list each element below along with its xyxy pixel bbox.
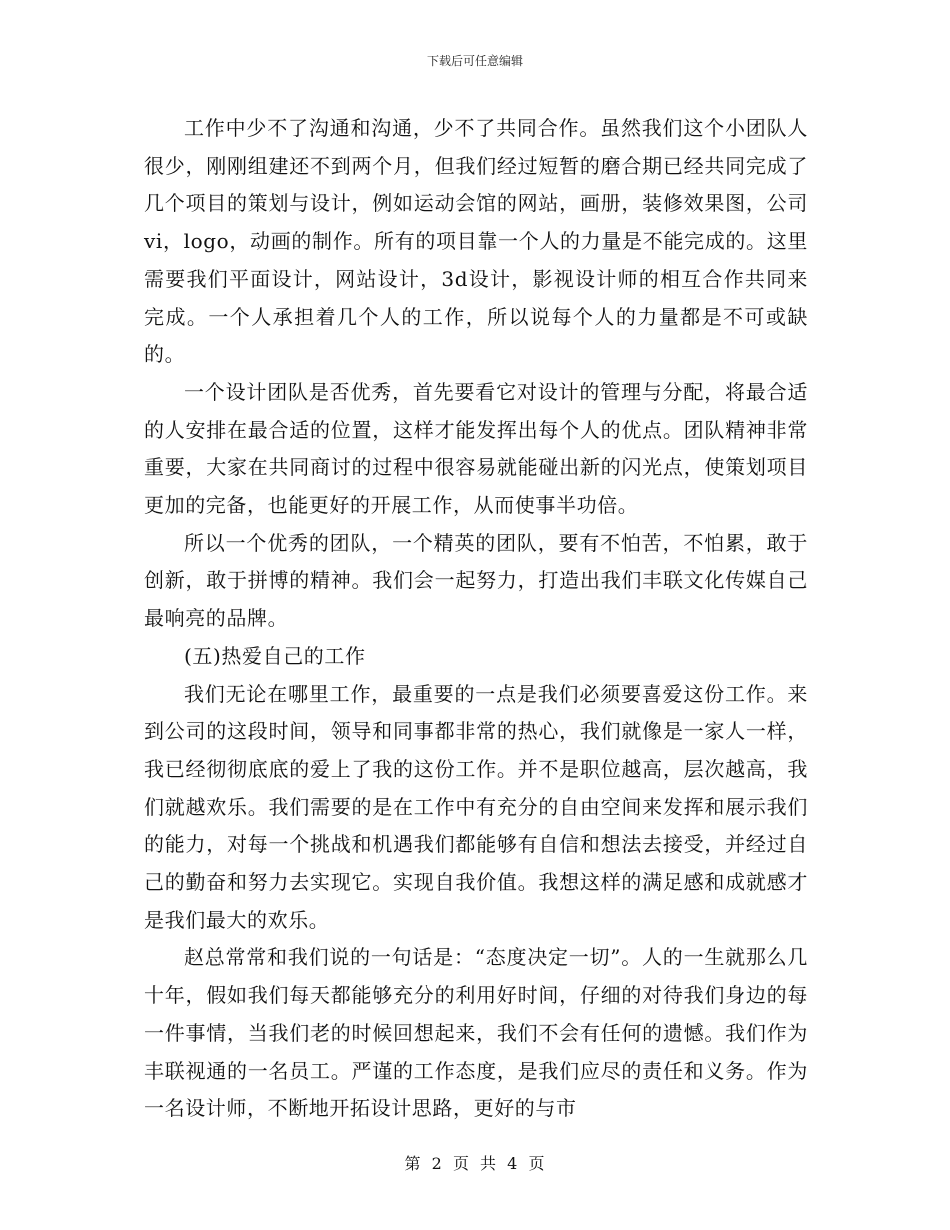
- paragraph-love-work: 我们无论在哪里工作，最重要的一点是我们必须要喜爱这份工作。来到公司的这段时间，领导和同事都非常的热心，我们就像是一家人一样，我已经彻彻底底的爱上了我的这份工作。并不是职位越高，层次越高，我们就越欢乐。我们需要的是在工作中有充分的自由空间来发挥和展示我们的能力，对每一个挑战和机遇我们都能够有自信和想法去接受，并经过自己的勤奋和努力去实现它。实现自我价值。我想这样的满足感和成就感才是我们最大的欢乐。: [144, 681, 808, 932]
- footer-page-word: 页: [452, 1154, 470, 1173]
- footer-prefix: 第: [404, 1154, 422, 1173]
- section-heading-love-work: (五)热爱自己的工作: [184, 643, 366, 668]
- page-header-note: 下载后可任意编辑: [426, 54, 523, 68]
- footer-total-prefix: 共: [480, 1154, 498, 1173]
- page-footer: [0, 1154, 950, 1174]
- footer-suffix: 页: [528, 1154, 546, 1173]
- paragraph-design-team: 一个设计团队是否优秀，首先要看它对设计的管理与分配，将最合适的人安排在最合适的位置，这样才能发挥出每个人的优点。团队精神非常重要，大家在共同商讨的过程中很容易就能碰出新的闪光点，使策划项目更加的完备，也能更好的开展工作，从而使事半功倍。: [144, 379, 808, 518]
- document-body: [144, 110, 808, 1128]
- paragraph-excellent-team: 所以一个优秀的团队，一个精英的团队，要有不怕苦，不怕累，敢于创新，敢于拼博的精神。我们会一起努力，打造出我们丰联文化传媒自己最响亮的品牌。: [144, 530, 808, 631]
- footer-total-pages: 4: [507, 1154, 519, 1173]
- paragraph-attitude: 赵总常常和我们说的一句话是：“态度决定一切”。人的一生就那么几十年，假如我们每天都能够充分的利用好时间，仔细的对待我们身边的每一件事情，当我们老的时候回想起来，我们不会有任何的遗憾。我们作为丰联视通的一名员工。严谨的工作态度，是我们应尽的责任和义务。作为一名设计师，不断地开拓设计思路，更好的与市: [144, 945, 808, 1121]
- paragraph-teamwork: 工作中少不了沟通和沟通，少不了共同合作。虽然我们这个小团队人很少，刚刚组建还不到两个月，但我们经过短暂的磨合期已经共同完成了几个项目的策划与设计，例如运动会馆的网站，画册，装修效果图，公司vi，logo，动画的制作。所有的项目靠一个人的力量是不能完成的。这里需要我们平面设计，网站设计，3d设计，影视设计师的相互合作共同来完成。一个人承担着几个人的工作，所以说每个人的力量都是不可或缺的。: [144, 116, 808, 367]
- footer-current-page: 2: [431, 1154, 443, 1173]
